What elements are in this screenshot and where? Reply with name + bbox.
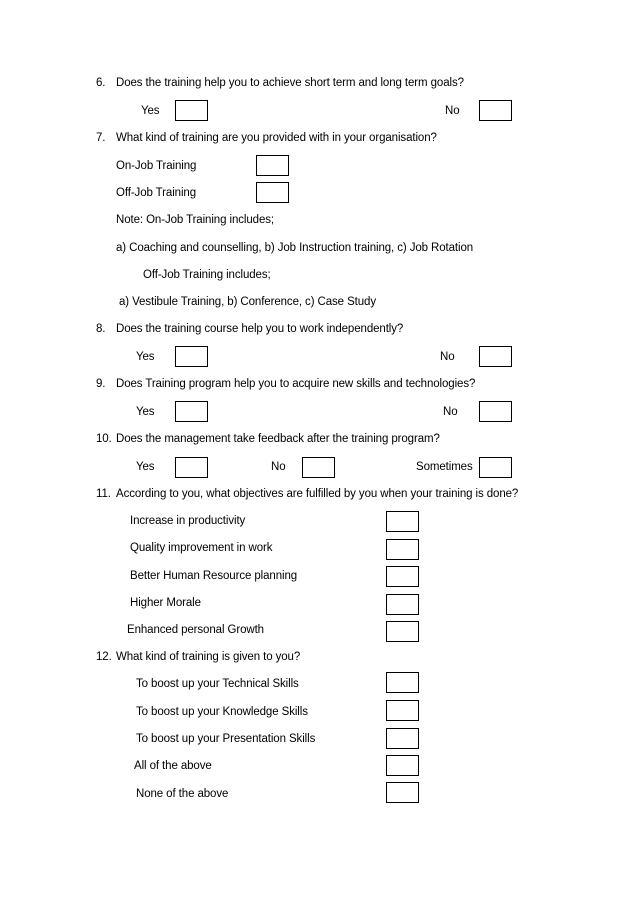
q7-question: What kind of training are you provided with in your organisation?: [116, 132, 437, 144]
q12-option-checkbox[interactable]: [386, 782, 419, 803]
q6-no-checkbox[interactable]: [479, 100, 512, 121]
q11-option-checkbox[interactable]: [386, 594, 419, 615]
q12-option-checkbox[interactable]: [386, 672, 419, 693]
q7-on-job-label: On-Job Training: [116, 160, 197, 172]
q12-option-checkbox[interactable]: [386, 700, 419, 721]
q8-yes-label: Yes: [136, 351, 155, 363]
q12-option-label: To boost up your Knowledge Skills: [136, 706, 308, 718]
q7-note-off-job-list: a) Vestibule Training, b) Conference, c) Case Study: [119, 296, 376, 308]
q10-yes-label: Yes: [136, 461, 155, 473]
q10-question: Does the management take feedback after the training program?: [116, 433, 440, 445]
q11-option-label: Higher Morale: [130, 597, 201, 609]
q6-yes-checkbox[interactable]: [175, 100, 208, 121]
q10-sometimes-checkbox[interactable]: [479, 457, 512, 478]
q8-number: 8.: [96, 323, 106, 335]
q8-no-checkbox[interactable]: [479, 346, 512, 367]
q8-yes-checkbox[interactable]: [175, 346, 208, 367]
q6-no-label: No: [445, 105, 460, 117]
q8-no-label: No: [440, 351, 455, 363]
q10-no-checkbox[interactable]: [302, 457, 335, 478]
q9-yes-checkbox[interactable]: [175, 401, 208, 422]
q9-no-checkbox[interactable]: [479, 401, 512, 422]
q9-question: Does Training program help you to acquire new skills and technologies?: [116, 378, 476, 390]
q6-number: 6.: [96, 77, 106, 89]
q12-option-checkbox[interactable]: [386, 755, 419, 776]
q12-option-label: All of the above: [134, 760, 212, 772]
q12-option-label: None of the above: [136, 788, 229, 800]
q6-yes-label: Yes: [141, 105, 160, 117]
q12-number: 12.: [96, 651, 112, 663]
q12-question: What kind of training is given to you?: [116, 651, 301, 663]
q12-option-checkbox[interactable]: [386, 728, 419, 749]
q7-note: Note: On-Job Training includes;: [116, 214, 274, 226]
q10-number: 10.: [96, 433, 112, 445]
q9-number: 9.: [96, 378, 106, 390]
q11-option-checkbox[interactable]: [386, 511, 419, 532]
q6-question: Does the training help you to achieve short term and long term goals?: [116, 77, 464, 89]
q11-number: 11.: [96, 488, 111, 500]
q7-number: 7.: [96, 132, 106, 144]
q7-note-on-job-list: a) Coaching and counselling, b) Job Instruction training, c) Job Rotation: [116, 242, 474, 254]
q10-yes-checkbox[interactable]: [175, 457, 208, 478]
q11-option-checkbox[interactable]: [386, 566, 419, 587]
q10-no-label: No: [271, 461, 286, 473]
q7-off-job-checkbox[interactable]: [256, 182, 289, 203]
q11-option-checkbox[interactable]: [386, 539, 419, 560]
q8-question: Does the training course help you to work independently?: [116, 323, 404, 335]
q11-option-checkbox[interactable]: [386, 621, 419, 642]
q11-question: According to you, what objectives are fulfilled by you when your training is done?: [116, 488, 519, 500]
q12-option-label: To boost up your Technical Skills: [136, 678, 299, 690]
q9-yes-label: Yes: [136, 406, 155, 418]
q11-option-label: Enhanced personal Growth: [127, 624, 264, 636]
q11-option-label: Quality improvement in work: [130, 542, 273, 554]
q10-sometimes-label: Sometimes: [416, 461, 473, 473]
q11-option-label: Increase in productivity: [130, 515, 246, 527]
q7-on-job-checkbox[interactable]: [256, 155, 289, 176]
q11-option-label: Better Human Resource planning: [130, 570, 298, 582]
q7-off-job-label: Off-Job Training: [116, 187, 197, 199]
q7-note-off-job-heading: Off-Job Training includes;: [143, 269, 271, 281]
q12-option-label: To boost up your Presentation Skills: [136, 733, 316, 745]
q9-no-label: No: [443, 406, 458, 418]
